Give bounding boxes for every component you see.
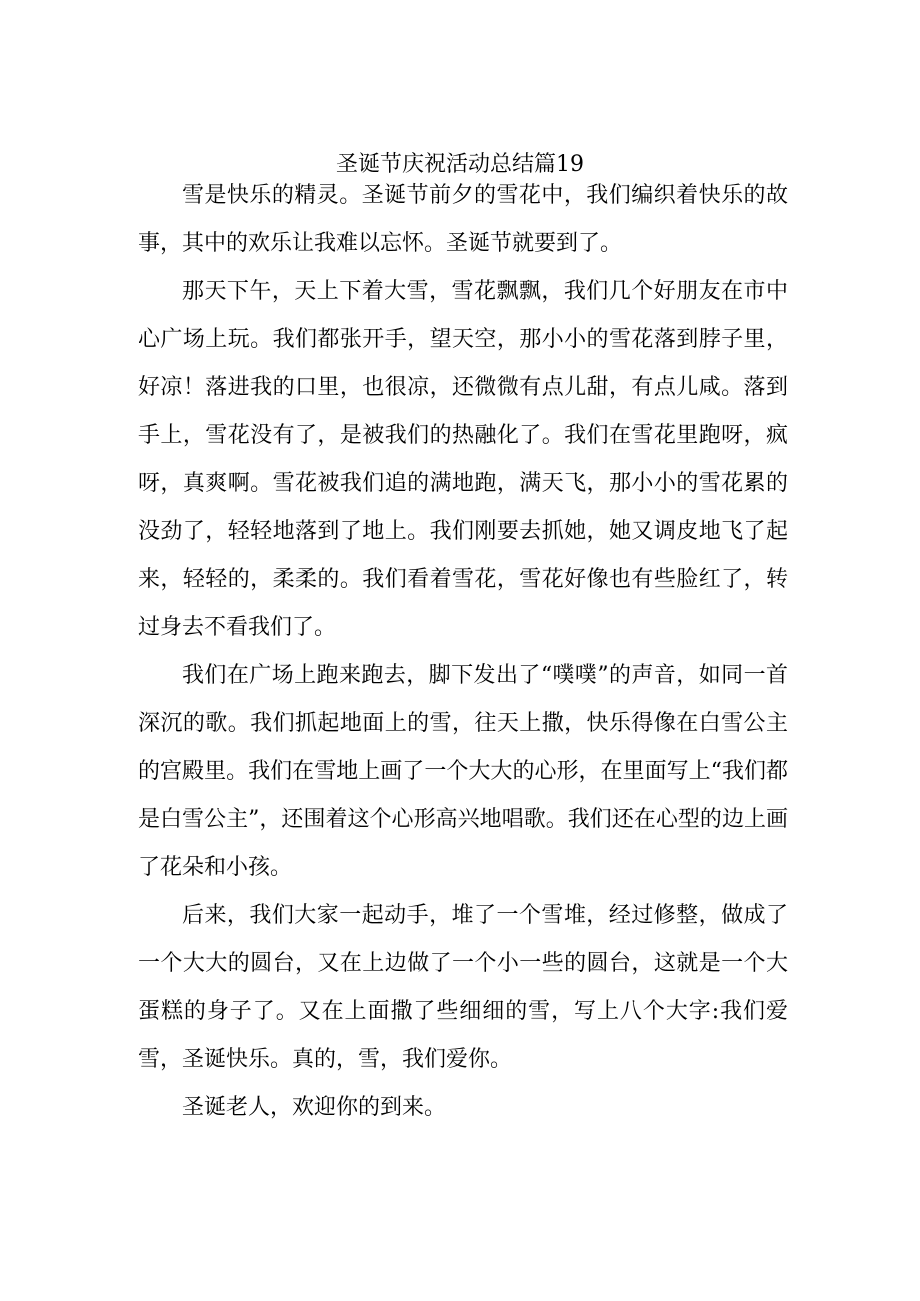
document-body: [138, 172, 788, 1132]
paragraph: 那天下午，天上下着大雪，雪花飘飘，我们几个好朋友在市中心广场上玩。我们都张开手，望天空，那小小的雪花落到脖子里，好凉！落进我的口里，也很凉，还微微有点儿甜，有点儿咸。落到手上，雪花没有了，是被我们的热融化了。我们在雪花里跑呀，疯呀，真爽啊。雪花被我们追的满地跑，满天飞，那小小的雪花累的没劲了，轻轻地落到了地上。我们刚要去抓她，她又调皮地飞了起来，轻轻的，柔柔的。我们看着雪花，雪花好像也有些脸红了，转过身去不看我们了。: [138, 279, 788, 640]
paragraph: 圣诞老人，欢迎你的到来。: [182, 1095, 447, 1120]
document-title: 圣诞节庆祝活动总结篇19: [336, 151, 584, 177]
paragraph: 我们在广场上跑来跑去，脚下发出了“噗噗”的声音，如同一首深沉的歌。我们抓起地面上的雪，往天上撒，快乐得像在白雪公主的宫殿里。我们在雪地上画了一个大大的心形，在里面写上“我们都是白雪公主”，还围着这个心形高兴地唱歌。我们还在心型的边上画了花朵和小孩。: [138, 663, 788, 880]
paragraph: 雪是快乐的精灵。圣诞节前夕的雪花中，我们编织着快乐的故事，其中的欢乐让我难以忘怀。圣诞节就要到了。: [138, 183, 788, 256]
paragraph: 后来，我们大家一起动手，堆了一个雪堆，经过修整，做成了一个大大的圆台，又在上边做了一个小一些的圆台，这就是一个大蛋糕的身子了。又在上面撒了些细细的雪，写上八个大字:我们爱雪，圣诞快乐。真的，雪，我们爱你。: [138, 903, 788, 1072]
